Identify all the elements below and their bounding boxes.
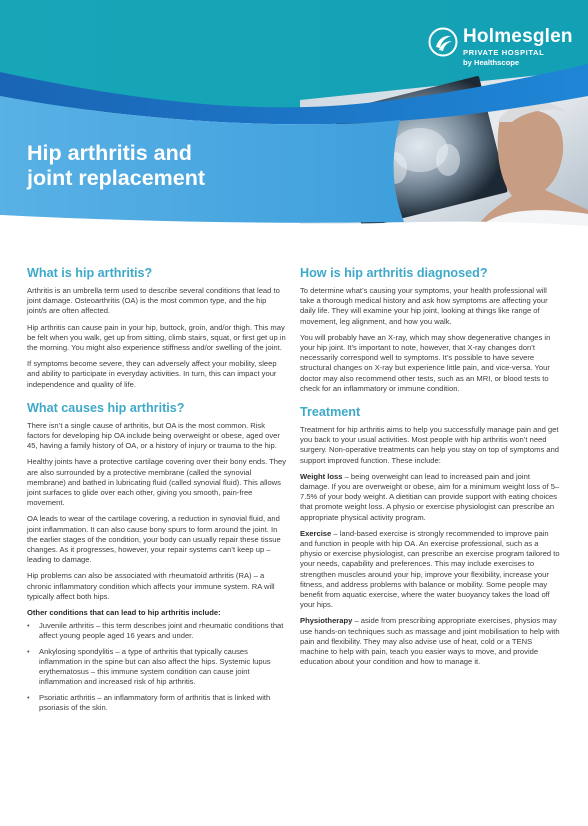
- brand-name: Holmesglen: [463, 26, 573, 47]
- section-heading-what-is: What is hip arthritis?: [27, 266, 153, 280]
- paragraph: To determine what’s causing your symptoms, your health professional will take a thorough medical history and ask how symptoms are affecting your daily life. They will examine your hip joint, looking at things like range of movement, leg alignment, and how you walk.: [300, 286, 548, 326]
- paragraph: OA leads to wear of the cartilage covering, a reduction in synovial fluid, and joint inflammation. It can also cause bony spurs to form around the joint. In the earlier stages of the condition, your body can usually repair these tissue changes. As it progresses, however, your repair systems can’t keep up – leading to damage.: [27, 514, 281, 565]
- physiotherapy-paragraph: [300, 616, 560, 667]
- paragraph: Arthritis is an umbrella term used to describe several conditions that lead to joint damage. Osteoarthritis (OA) is the most common type, and the hip joint/s are often affected.: [27, 286, 280, 316]
- weight-loss-paragraph: [300, 472, 560, 523]
- logo-wordmark: [463, 26, 573, 68]
- paragraph: Hip arthritis can cause pain in your hip, buttock, groin, and/or thigh. This may be felt when you walk, get up from sitting, climb stairs, squat, or first get up in the morning. You might also experience stiffness and/or swelling of the joint.: [27, 322, 286, 353]
- page-title-line-1: Hip arthritis and: [27, 141, 192, 165]
- paragraph: If symptoms become severe, they can adversely affect your mobility, sleep and ability to participate in everyday activities. In turn, this can impact your independence and quality of life.: [27, 359, 277, 389]
- brand-subtitle: PRIVATE HOSPITAL: [463, 48, 545, 57]
- holmesglen-logo: [428, 26, 573, 68]
- list-item: • Ankylosing spondylitis – a type of arthritis that typically causes inflammation in the spine but can also affect the hips. Systemic lupus erythematosus – this immune system condition can cause joint inflammation and increased risk of hip arthritis.: [27, 647, 287, 688]
- header-banner: [0, 0, 588, 240]
- weight-loss-text: – being overweight can lead to increased pain and joint damage. If you are overweight or obese, aim for a minimum weight loss of 5–7.5% of your body weight. A dietitian can provide support with eating choices that promote weight loss. A physio or exercise physiologist can prescribe an appropriate physical activity program.: [300, 471, 560, 522]
- list-item: • Juvenile arthritis – this term describes joint and rheumatic conditions that affect young people aged 16 years and under.: [27, 621, 287, 641]
- section-heading-diagnosis: How is hip arthritis diagnosed?: [300, 266, 488, 280]
- term-physiotherapy: Physiotherapy: [300, 616, 353, 626]
- list-item: • Psoriatic arthritis – an inflammatory form of arthritis that is linked with psoriasis of the skin.: [27, 693, 287, 713]
- paragraph: Treatment for hip arthritis aims to help you successfully manage pain and get you back to your usual activities. Most people with hip arthritis won’t need surgery. Non-operative treatments can help you stay on top of symptoms and support improved function. These include:: [300, 425, 560, 465]
- right-column: [300, 266, 560, 674]
- conditions-list: [27, 621, 287, 713]
- term-exercise: Exercise: [300, 528, 332, 538]
- paragraph: Hip problems can also be associated with rheumatoid arthritis (RA) – a chronic inflammatory condition which affects your immune system. RA will typically affect both hips.: [27, 571, 275, 601]
- paragraph: You will probably have an X-ray, which may show degenerative changes in your hip joint. It’s important to note, however, that X-ray changes don’t necessarily correspond well to symptoms. It’s possible to have severe structural changes on X-ray but experience little pain, and vice-versa. Your doctor may also recommend other tests, such as an MRI, or blood tests to check for an inflammatory or immune condition.: [300, 332, 551, 393]
- left-column: [27, 266, 287, 718]
- logo-mark-icon: [428, 27, 458, 57]
- brand-owner: by Healthscope: [463, 58, 520, 67]
- section-heading-causes: What causes hip arthritis?: [27, 400, 185, 415]
- term-weight-loss: Weight loss: [300, 471, 343, 481]
- other-conditions-subhead: Other conditions that can lead to hip arthritis include:: [27, 608, 221, 618]
- paragraph: Healthy joints have a protective cartilage covering over their bony ends. They are also surrounded by a protective membrane (called the synovial membrane) and bathed in lubricating fluid (called synovial fluid). This allows joint surfaces to glide over each other, giving you smooth, pain-free movement.: [27, 457, 287, 508]
- page-title: [27, 141, 205, 191]
- exercise-text: – land-based exercise is strongly recommended to improve pain and function in people with hip OA. An exercise professional, such as a physio or exercise physiologist, can prescribe an exercise program tailored to your needs, capability and preferences. This may include exercises to strengthen muscles around your hip, improve your flexibility, increase your fitness, and address problems with balance or mobility. Some people may benefit from aquatic exercise, where the water buoyancy takes the load off your hips.: [300, 528, 560, 610]
- physiotherapy-text: – aside from prescribing appropriate exercises, physios may use hands-on techniques such as massage and joint mobilisation to help with pain and flexibility. They may also advise use of heat, cold or a TENS machine to help with pain, teach you easier ways to move, and provide education about your condition and how to manage it.: [300, 616, 560, 667]
- paragraph: There isn’t a single cause of arthritis, but OA is the most common. Risk factors for developing hip OA include being overweight or obese, aged over 45, having a family history of OA, or a history of injury or trauma to the hip.: [27, 420, 280, 451]
- page-title-line-2: joint replacement: [27, 166, 206, 190]
- section-heading-treatment: Treatment: [300, 405, 361, 420]
- exercise-paragraph: [300, 529, 560, 611]
